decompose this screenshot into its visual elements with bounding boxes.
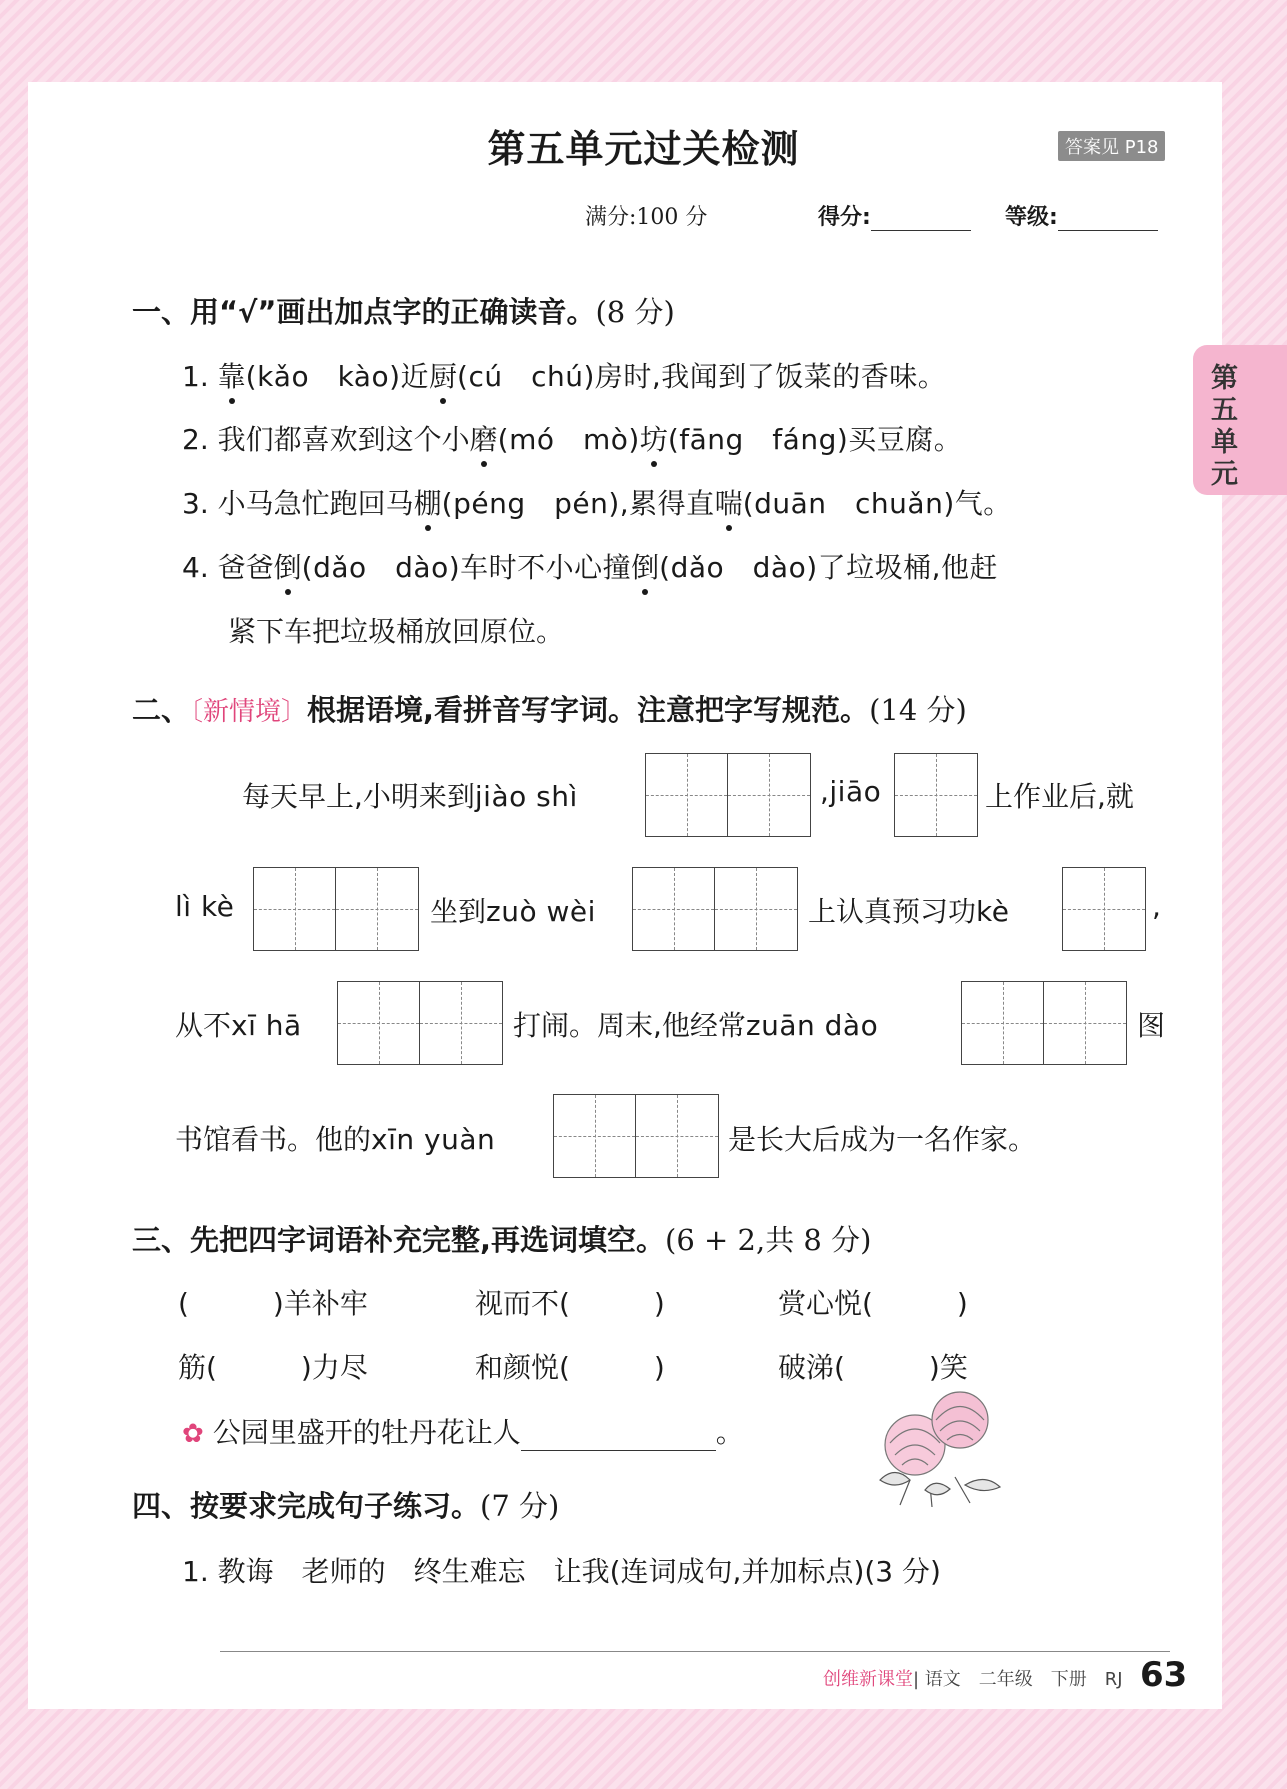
question-1-3 bbox=[182, 482, 1012, 522]
pinyin-prompt: lì kè bbox=[175, 890, 235, 923]
s2-text: 图 bbox=[1137, 1009, 1166, 1042]
s2-text-part: 上认真预习功 bbox=[808, 895, 977, 928]
s2-text bbox=[175, 1118, 495, 1158]
pinyin-prompt: jiāo bbox=[829, 775, 882, 808]
s2-text bbox=[808, 890, 1009, 930]
idiom-blank[interactable]: 和颜悦( ) bbox=[475, 1351, 665, 1384]
writing-grid[interactable] bbox=[253, 867, 419, 951]
question-1-4 bbox=[182, 546, 998, 586]
writing-grid[interactable] bbox=[553, 1094, 719, 1178]
footer-info bbox=[823, 1665, 1123, 1691]
dotted-char: 棚 bbox=[414, 482, 442, 522]
s2-text-part: 从不 bbox=[175, 1009, 232, 1042]
pinyin-options[interactable]: (cú chú)房时,我闻到了饭菜的香味。 bbox=[457, 360, 947, 393]
pinyin-options[interactable]: (dǎo dào)车时不小心撞 bbox=[301, 551, 632, 584]
pinyin-prompt: zuān dào bbox=[745, 1009, 879, 1042]
s2-text-part: 每天早上,小明来到 bbox=[242, 780, 475, 813]
section-1-heading bbox=[132, 290, 675, 331]
section-2-title: 根据语境,看拼音写字词。注意把字写规范。 bbox=[307, 693, 870, 727]
s2-text-part: , bbox=[820, 775, 830, 808]
full-score: 满分:100 分 bbox=[585, 205, 708, 230]
dotted-char: 倒 bbox=[274, 546, 302, 586]
page-title: 第五单元过关检测 bbox=[487, 126, 800, 171]
sentence-text: 我们都喜欢到这个小 bbox=[217, 423, 470, 456]
brand-name: 创维新课堂 bbox=[823, 1669, 913, 1690]
score-blank[interactable] bbox=[871, 206, 971, 231]
answer-reference-badge: 答案见 P18 bbox=[1058, 131, 1165, 161]
grade-field[interactable] bbox=[1005, 200, 1158, 231]
peony-illustration bbox=[870, 1385, 1010, 1510]
item-number: 1. bbox=[182, 360, 209, 393]
s2-text bbox=[175, 1004, 302, 1044]
sentence-text: 小马急忙跑回马 bbox=[217, 487, 414, 520]
flower-bullet-icon: ✿ bbox=[182, 1419, 204, 1449]
sentence-text: 爸爸 bbox=[217, 551, 274, 584]
dotted-char: 厨 bbox=[429, 355, 457, 395]
pinyin-prompt: xīn yuàn bbox=[371, 1123, 496, 1156]
writing-grid[interactable] bbox=[645, 753, 811, 837]
idiom-blank[interactable]: 视而不( ) bbox=[475, 1287, 665, 1320]
page-number: 63 bbox=[1140, 1655, 1188, 1695]
section-2-number: 二、 bbox=[132, 693, 191, 727]
pinyin-options[interactable]: (péng pén),累得直 bbox=[441, 487, 715, 520]
writing-grid[interactable] bbox=[337, 981, 503, 1065]
question-1-1 bbox=[182, 355, 946, 395]
section-2-points: (14 分) bbox=[869, 693, 967, 727]
score-field[interactable] bbox=[818, 200, 971, 231]
fill-sentence-end: 。 bbox=[715, 1416, 744, 1449]
score-label: 得分: bbox=[818, 205, 871, 230]
item-number: 4. bbox=[182, 551, 209, 584]
pinyin-prompt: jiào shì bbox=[474, 780, 578, 813]
writing-grid[interactable] bbox=[894, 753, 978, 837]
s2-text bbox=[820, 775, 881, 808]
section-3-heading bbox=[132, 1218, 871, 1259]
item-number: 3. bbox=[182, 487, 209, 520]
question-1-2 bbox=[182, 418, 962, 458]
unit-side-tab bbox=[1193, 345, 1287, 495]
pinyin-options[interactable]: (mó mò) bbox=[497, 423, 640, 456]
idiom-blank[interactable]: 筋( )力尽 bbox=[178, 1351, 368, 1384]
pinyin-options[interactable]: (dǎo dào)了垃圾桶,他赶 bbox=[659, 551, 999, 584]
item-number: 2. bbox=[182, 423, 209, 456]
pinyin-options[interactable]: (kǎo kào)近 bbox=[245, 360, 430, 393]
dotted-char: 倒 bbox=[631, 546, 659, 586]
section-1-points: (8 分) bbox=[595, 295, 675, 329]
footer-divider bbox=[220, 1651, 1170, 1652]
fill-blank[interactable] bbox=[521, 1422, 716, 1451]
pinyin-prompt: xī hā bbox=[231, 1009, 302, 1042]
writing-grid[interactable] bbox=[632, 867, 798, 951]
new-context-tag: 〔新情境〕 bbox=[190, 697, 308, 727]
section-4-heading bbox=[132, 1484, 559, 1525]
question-4-1: 1. 教诲 老师的 终生难忘 让我(连词成句,并加标点)(3 分) bbox=[182, 1555, 941, 1588]
s2-text bbox=[430, 890, 596, 930]
section-4-title: 四、按要求完成句子练习。 bbox=[132, 1489, 481, 1523]
section-4-points: (7 分) bbox=[480, 1489, 560, 1523]
section-3-points: (6 + 2,共 8 分) bbox=[665, 1223, 872, 1257]
idiom-blank[interactable]: 破涕( )笑 bbox=[778, 1351, 968, 1384]
grade-blank[interactable] bbox=[1058, 206, 1158, 231]
book-info: | 语文 二年级 下册 RJ bbox=[913, 1669, 1123, 1690]
s2-text: 上作业后,就 bbox=[985, 780, 1134, 813]
s2-text-part: 打闹。周末,他经常 bbox=[513, 1009, 746, 1042]
s2-text: 是长大后成为一名作家。 bbox=[728, 1123, 1037, 1156]
idiom-blank[interactable]: 赏心悦( ) bbox=[778, 1287, 968, 1320]
pinyin-options[interactable]: (duān chuǎn)气。 bbox=[742, 487, 1012, 520]
section-2-heading bbox=[132, 688, 967, 729]
s2-text bbox=[513, 1004, 878, 1044]
s2-text-part: 坐到 bbox=[430, 895, 487, 928]
pinyin-prompt: kè bbox=[976, 895, 1010, 928]
s2-text bbox=[242, 775, 578, 815]
pinyin-options[interactable]: (fāng fáng)买豆腐。 bbox=[667, 423, 963, 456]
writing-grid[interactable] bbox=[961, 981, 1127, 1065]
fill-in-sentence bbox=[182, 1411, 744, 1451]
dotted-char: 喘 bbox=[715, 482, 743, 522]
dotted-char: 坊 bbox=[640, 418, 668, 458]
fill-sentence-text: 公园里盛开的牡丹花让人 bbox=[212, 1416, 521, 1449]
unit-side-tab-label: 第五单元 bbox=[1211, 363, 1238, 490]
writing-grid[interactable] bbox=[1062, 867, 1146, 951]
s2-text-part: 书馆看书。他的 bbox=[175, 1123, 372, 1156]
s2-text: , bbox=[1152, 890, 1161, 923]
pinyin-prompt: zuò wèi bbox=[486, 895, 596, 928]
section-3-title: 三、先把四字词语补充完整,再选词填空。 bbox=[132, 1223, 666, 1257]
dotted-char: 靠 bbox=[218, 355, 246, 395]
idiom-blank[interactable]: ( )羊补牢 bbox=[178, 1287, 368, 1320]
question-1-4-continued: 紧下车把垃圾桶放回原位。 bbox=[228, 615, 565, 648]
grade-label: 等级: bbox=[1005, 205, 1058, 230]
section-1-title: 一、用“√”画出加点字的正确读音。 bbox=[132, 295, 596, 329]
dotted-char: 磨 bbox=[470, 418, 498, 458]
